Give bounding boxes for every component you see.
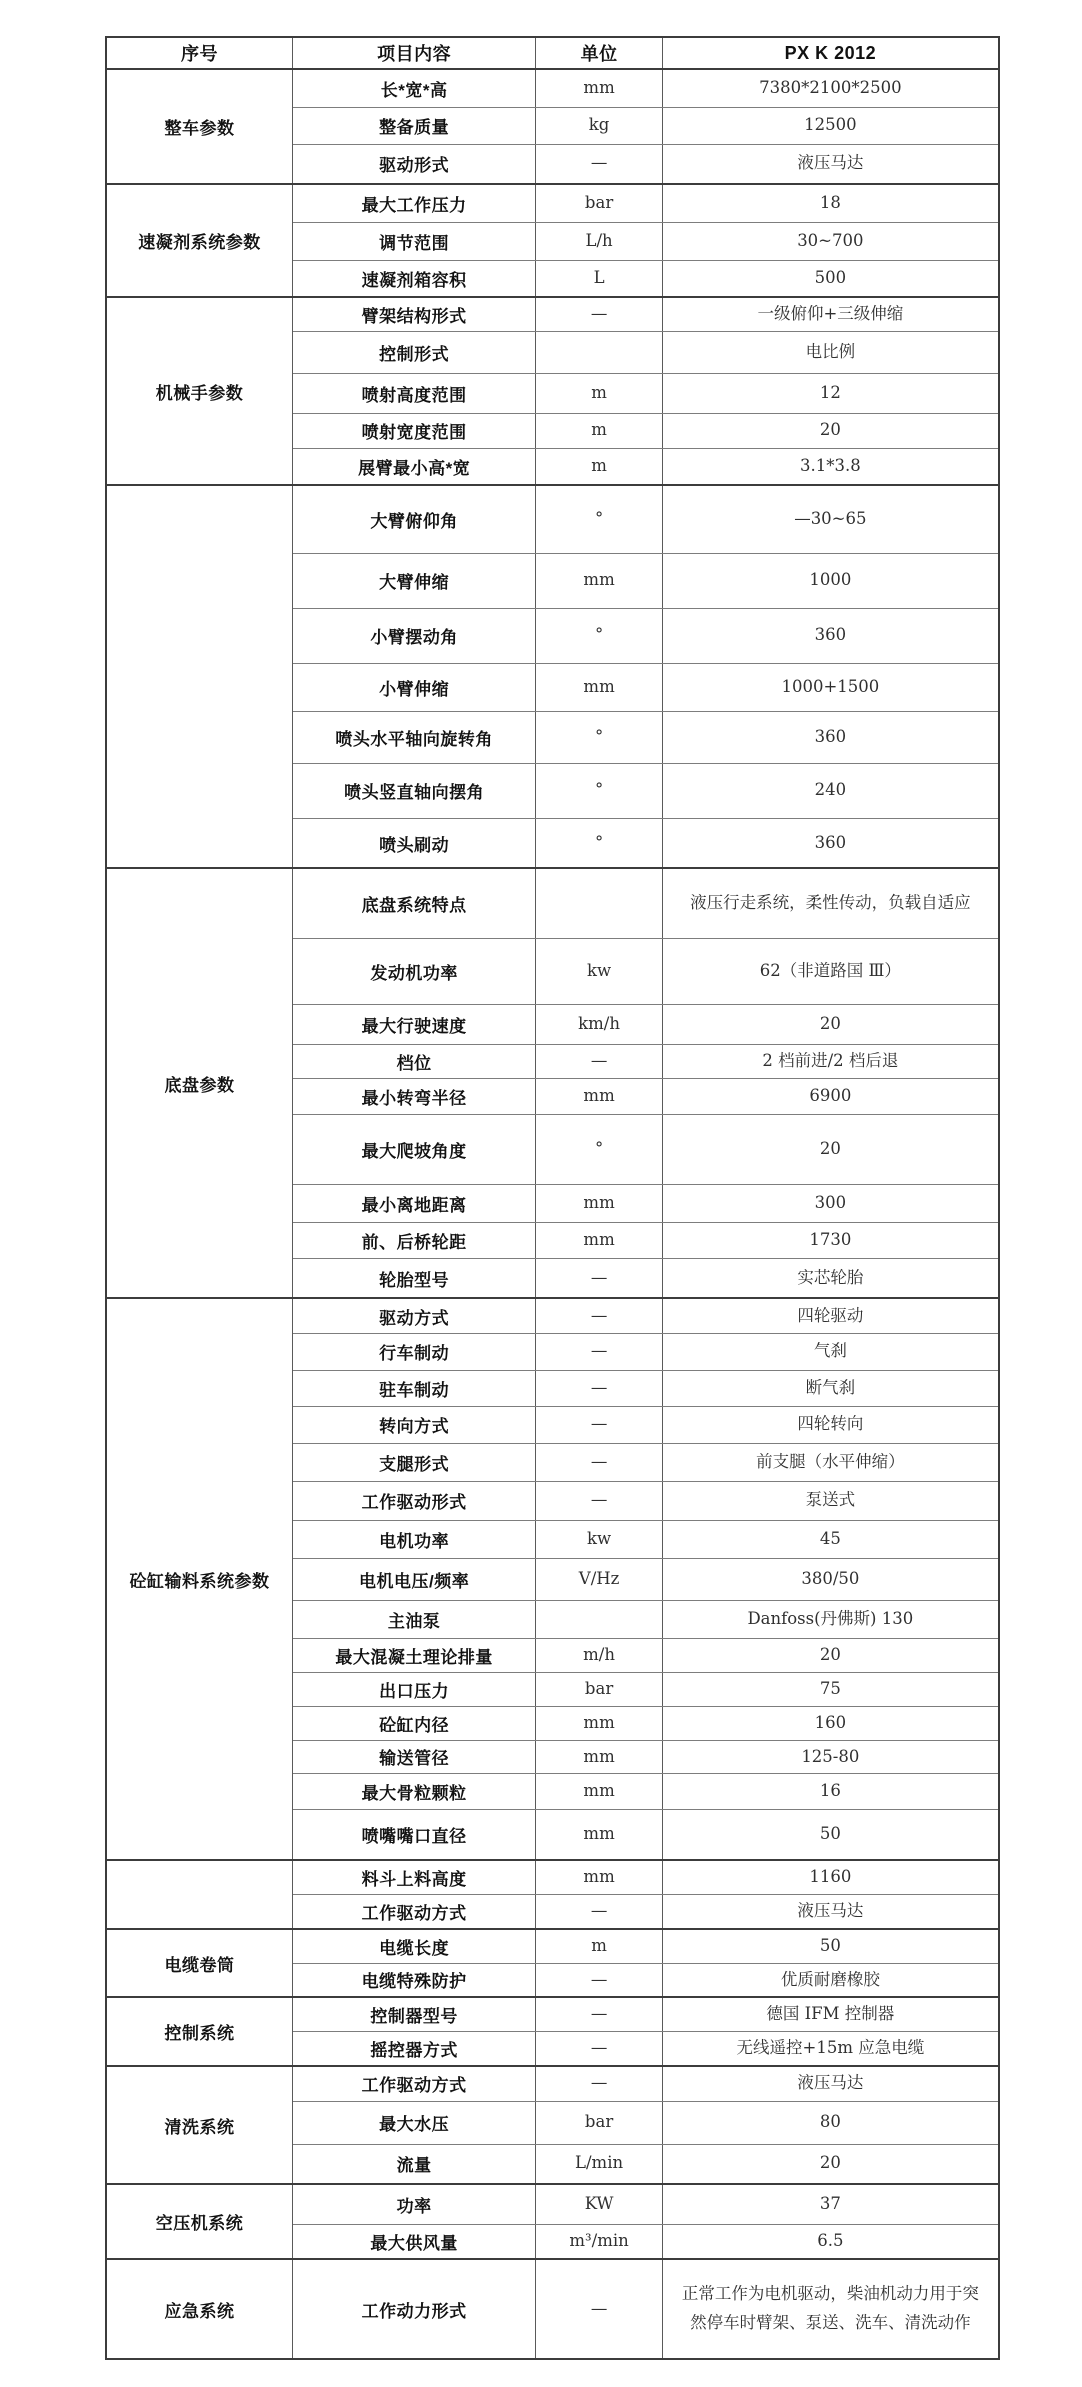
value-cell: 50 xyxy=(662,1929,999,1963)
item-cell: 臂架结构形式 xyxy=(292,297,536,331)
unit-cell: m/h xyxy=(536,1638,662,1672)
unit-cell: ° xyxy=(536,1114,662,1184)
unit-cell: mm xyxy=(536,1222,662,1258)
table-row xyxy=(106,2066,999,2101)
category-cell: 机械手参数 xyxy=(106,297,292,485)
item-cell: 输送管径 xyxy=(292,1740,536,1774)
unit-cell: L/h xyxy=(536,222,662,260)
category-cell: 控制系统 xyxy=(106,1997,292,2066)
unit-cell: ° xyxy=(536,763,662,818)
item-cell: 工作动力形式 xyxy=(292,2259,536,2359)
value-cell: 德国 IFM 控制器 xyxy=(662,1997,999,2031)
value-cell: 7380*2100*2500 xyxy=(662,69,999,107)
item-cell: 最大行驶速度 xyxy=(292,1004,536,1044)
value-cell: 360 xyxy=(662,818,999,868)
unit-cell: ° xyxy=(536,485,662,553)
table-row xyxy=(106,1860,999,1894)
table-row xyxy=(106,868,999,938)
unit-cell: bar xyxy=(536,184,662,222)
item-cell: 最小离地距离 xyxy=(292,1184,536,1222)
item-cell: 展臂最小高*宽 xyxy=(292,448,536,485)
category-cell: 整车参数 xyxy=(106,69,292,184)
unit-cell: — xyxy=(536,1044,662,1078)
item-cell: 最大水压 xyxy=(292,2101,536,2144)
value-cell: 四轮转向 xyxy=(662,1406,999,1443)
unit-cell: km/h xyxy=(536,1004,662,1044)
unit-cell: mm xyxy=(536,1184,662,1222)
item-cell: 料斗上料高度 xyxy=(292,1860,536,1894)
item-cell: 喷嘴嘴口直径 xyxy=(292,1810,536,1860)
value-cell: 1730 xyxy=(662,1222,999,1258)
table-row xyxy=(106,1298,999,1333)
unit-cell: mm xyxy=(536,663,662,711)
spec-table xyxy=(105,36,1000,2360)
value-cell: 前支腿（水平伸缩） xyxy=(662,1443,999,1481)
value-cell: 16 xyxy=(662,1774,999,1810)
unit-cell: L/min xyxy=(536,2144,662,2184)
category-cell: 底盘参数 xyxy=(106,868,292,1298)
unit-cell: — xyxy=(536,297,662,331)
value-cell: 6900 xyxy=(662,1078,999,1114)
unit-cell: mm xyxy=(536,1810,662,1860)
category-cell: 应急系统 xyxy=(106,2259,292,2359)
item-cell: 工作驱动形式 xyxy=(292,1481,536,1520)
value-cell: Danfoss(丹佛斯) 130 xyxy=(662,1600,999,1638)
unit-cell: ° xyxy=(536,818,662,868)
item-cell: 行车制动 xyxy=(292,1333,536,1370)
item-cell: 摇控器方式 xyxy=(292,2032,536,2066)
unit-cell: mm xyxy=(536,553,662,608)
value-cell: 优质耐磨橡胶 xyxy=(662,1963,999,1997)
value-cell: 12500 xyxy=(662,107,999,144)
category-cell: 电缆卷筒 xyxy=(106,1929,292,1998)
item-cell: 砼缸内径 xyxy=(292,1706,536,1740)
unit-cell: — xyxy=(536,1963,662,1997)
value-cell: 液压行走系统，柔性传动，负载自适应 xyxy=(662,868,999,938)
value-cell: 电比例 xyxy=(662,331,999,373)
item-cell: 最大工作压力 xyxy=(292,184,536,222)
value-cell: 1000 xyxy=(662,553,999,608)
unit-cell: — xyxy=(536,144,662,184)
unit-cell: — xyxy=(536,2066,662,2101)
item-cell: 控制器型号 xyxy=(292,1997,536,2031)
item-cell: 喷射高度范围 xyxy=(292,373,536,413)
value-cell: 240 xyxy=(662,763,999,818)
unit-cell: mm xyxy=(536,1740,662,1774)
table-row xyxy=(106,2184,999,2224)
unit-cell: — xyxy=(536,1333,662,1370)
value-cell: 3.1*3.8 xyxy=(662,448,999,485)
item-cell: 驱动形式 xyxy=(292,144,536,184)
item-cell: 流量 xyxy=(292,2144,536,2184)
value-cell: 气刹 xyxy=(662,1333,999,1370)
value-cell: 125-80 xyxy=(662,1740,999,1774)
unit-cell xyxy=(536,868,662,938)
value-cell: 6.5 xyxy=(662,2224,999,2259)
item-cell: 出口压力 xyxy=(292,1672,536,1706)
unit-cell: m xyxy=(536,373,662,413)
value-cell: 160 xyxy=(662,1706,999,1740)
item-cell: 小臂摆动角 xyxy=(292,608,536,663)
unit-cell: bar xyxy=(536,2101,662,2144)
item-cell: 速凝剂箱容积 xyxy=(292,260,536,297)
item-cell: 喷头刷动 xyxy=(292,818,536,868)
category-cell: 清洗系统 xyxy=(106,2066,292,2184)
value-cell: 500 xyxy=(662,260,999,297)
unit-cell xyxy=(536,1600,662,1638)
item-cell: 底盘系统特点 xyxy=(292,868,536,938)
item-cell: 电缆特殊防护 xyxy=(292,1963,536,1997)
unit-cell: — xyxy=(536,1481,662,1520)
value-cell: 1000+1500 xyxy=(662,663,999,711)
item-cell: 最大供风量 xyxy=(292,2224,536,2259)
category-cell xyxy=(106,1860,292,1929)
item-cell: 喷射宽度范围 xyxy=(292,413,536,448)
item-cell: 大臂俯仰角 xyxy=(292,485,536,553)
unit-cell: KW xyxy=(536,2184,662,2224)
unit-cell: m xyxy=(536,1929,662,1963)
item-cell: 长*宽*高 xyxy=(292,69,536,107)
category-cell: 空压机系统 xyxy=(106,2184,292,2259)
item-cell: 发动机功率 xyxy=(292,938,536,1004)
unit-cell xyxy=(536,331,662,373)
item-cell: 大臂伸缩 xyxy=(292,553,536,608)
value-cell: 30~700 xyxy=(662,222,999,260)
unit-cell: ° xyxy=(536,711,662,763)
item-cell: 档位 xyxy=(292,1044,536,1078)
value-cell: 泵送式 xyxy=(662,1481,999,1520)
unit-cell: — xyxy=(536,1443,662,1481)
table-row xyxy=(106,184,999,222)
unit-cell: — xyxy=(536,2259,662,2359)
table-row xyxy=(106,2259,999,2359)
value-cell: 2 档前进/2 档后退 xyxy=(662,1044,999,1078)
value-cell: —30~65 xyxy=(662,485,999,553)
category-cell: 速凝剂系统参数 xyxy=(106,184,292,297)
header-item: 项目内容 xyxy=(292,37,536,69)
unit-cell: mm xyxy=(536,1774,662,1810)
value-cell: 20 xyxy=(662,2144,999,2184)
unit-cell: — xyxy=(536,2032,662,2066)
category-cell: 砼缸输料系统参数 xyxy=(106,1298,292,1860)
item-cell: 驻车制动 xyxy=(292,1370,536,1406)
item-cell: 喷头水平轴向旋转角 xyxy=(292,711,536,763)
table-row xyxy=(106,69,999,107)
unit-cell: mm xyxy=(536,1078,662,1114)
value-cell: 液压马达 xyxy=(662,1894,999,1928)
unit-cell: kw xyxy=(536,1520,662,1558)
table-row xyxy=(106,297,999,331)
unit-cell: m xyxy=(536,448,662,485)
value-cell: 75 xyxy=(662,1672,999,1706)
unit-cell: m xyxy=(536,413,662,448)
unit-cell: kw xyxy=(536,938,662,1004)
value-cell: 360 xyxy=(662,608,999,663)
table-row xyxy=(106,1929,999,1963)
value-cell: 37 xyxy=(662,2184,999,2224)
value-cell: 62（非道路国 Ⅲ） xyxy=(662,938,999,1004)
item-cell: 最大混凝土理论排量 xyxy=(292,1638,536,1672)
table-row xyxy=(106,485,999,553)
value-cell: 液压马达 xyxy=(662,144,999,184)
unit-cell: — xyxy=(536,1370,662,1406)
header-category: 序号 xyxy=(106,37,292,69)
unit-cell: — xyxy=(536,1298,662,1333)
item-cell: 功率 xyxy=(292,2184,536,2224)
value-cell: 实芯轮胎 xyxy=(662,1258,999,1298)
value-cell: 380/50 xyxy=(662,1558,999,1600)
item-cell: 主油泵 xyxy=(292,1600,536,1638)
unit-cell: — xyxy=(536,1997,662,2031)
unit-cell: mm xyxy=(536,1706,662,1740)
item-cell: 调节范围 xyxy=(292,222,536,260)
value-cell: 液压马达 xyxy=(662,2066,999,2101)
value-cell: 360 xyxy=(662,711,999,763)
item-cell: 工作驱动方式 xyxy=(292,2066,536,2101)
value-cell: 断气刹 xyxy=(662,1370,999,1406)
category-cell xyxy=(106,485,292,868)
value-cell: 18 xyxy=(662,184,999,222)
unit-cell: mm xyxy=(536,1860,662,1894)
unit-cell: — xyxy=(536,1258,662,1298)
unit-cell: V/Hz xyxy=(536,1558,662,1600)
header-model: PX K 2012 xyxy=(662,37,999,69)
item-cell: 电机功率 xyxy=(292,1520,536,1558)
item-cell: 电机电压/频率 xyxy=(292,1558,536,1600)
item-cell: 转向方式 xyxy=(292,1406,536,1443)
unit-cell: bar xyxy=(536,1672,662,1706)
value-cell: 80 xyxy=(662,2101,999,2144)
value-cell: 20 xyxy=(662,413,999,448)
value-cell: 12 xyxy=(662,373,999,413)
value-cell: 无线遥控+15m 应急电缆 xyxy=(662,2032,999,2066)
unit-cell: mm xyxy=(536,69,662,107)
item-cell: 驱动方式 xyxy=(292,1298,536,1333)
value-cell: 四轮驱动 xyxy=(662,1298,999,1333)
item-cell: 前、后桥轮距 xyxy=(292,1222,536,1258)
value-cell: 20 xyxy=(662,1004,999,1044)
item-cell: 最大骨粒颗粒 xyxy=(292,1774,536,1810)
value-cell: 20 xyxy=(662,1114,999,1184)
header-unit: 单位 xyxy=(536,37,662,69)
item-cell: 支腿形式 xyxy=(292,1443,536,1481)
header-row xyxy=(106,37,999,69)
value-cell: 45 xyxy=(662,1520,999,1558)
value-cell: 正常工作为电机驱动，柴油机动力用于突然停车时臂架、泵送、洗车、清洗动作 xyxy=(662,2259,999,2359)
item-cell: 整备质量 xyxy=(292,107,536,144)
unit-cell: — xyxy=(536,1894,662,1928)
item-cell: 喷头竖直轴向摆角 xyxy=(292,763,536,818)
value-cell: 一级俯仰+三级伸缩 xyxy=(662,297,999,331)
item-cell: 小臂伸缩 xyxy=(292,663,536,711)
item-cell: 轮胎型号 xyxy=(292,1258,536,1298)
item-cell: 最小转弯半径 xyxy=(292,1078,536,1114)
unit-cell: L xyxy=(536,260,662,297)
value-cell: 50 xyxy=(662,1810,999,1860)
value-cell: 1160 xyxy=(662,1860,999,1894)
table-row xyxy=(106,1997,999,2031)
item-cell: 电缆长度 xyxy=(292,1929,536,1963)
unit-cell: m³/min xyxy=(536,2224,662,2259)
unit-cell: kg xyxy=(536,107,662,144)
value-cell: 300 xyxy=(662,1184,999,1222)
item-cell: 工作驱动方式 xyxy=(292,1894,536,1928)
item-cell: 控制形式 xyxy=(292,331,536,373)
unit-cell: ° xyxy=(536,608,662,663)
unit-cell: — xyxy=(536,1406,662,1443)
item-cell: 最大爬坡角度 xyxy=(292,1114,536,1184)
value-cell: 20 xyxy=(662,1638,999,1672)
